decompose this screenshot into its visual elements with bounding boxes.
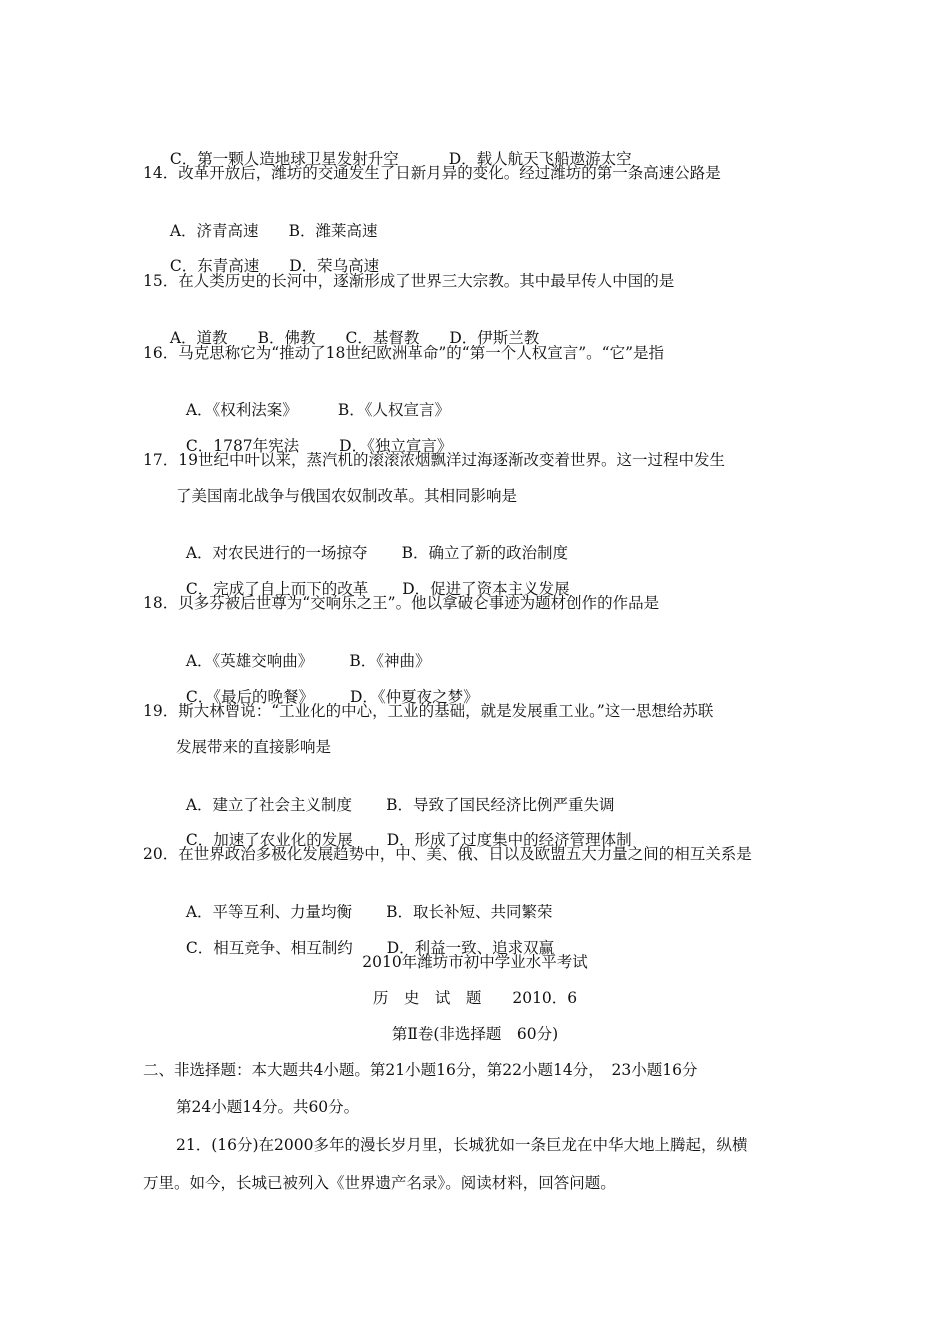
q15-option-b: B．佛教	[257, 329, 316, 347]
q14-option-a: A．济青高速	[169, 222, 259, 240]
q20-option-a: A．平等互利、力量均衡	[185, 903, 353, 921]
q17-stem-line-2: 了美国南北战争与俄国农奴制改革。其相同影响是	[176, 487, 518, 505]
part2-intro-line-1: 二、非选择题：本大题共4小题。第21小题16分，第22小题14分， 23小题16分	[143, 1061, 698, 1079]
q19-stem-line-2: 发展带来的直接影响是	[176, 738, 332, 756]
q17-option-d: D．促进了资本主义发展	[402, 580, 570, 598]
q16-option-d: D．《独立宣言》	[339, 437, 453, 455]
q19-option-a: A．建立了社会主义制度	[185, 796, 353, 814]
q18-option-a: A．《英雄交响曲》	[185, 652, 314, 670]
q18-option-b: B．《神曲》	[349, 652, 431, 670]
part2-intro-line-2: 第24小题14分。共60分。	[176, 1098, 360, 1116]
q19-option-b: B．导致了国民经济比例严重失调	[386, 796, 615, 814]
q17-option-c: C．完成了自上而下的改革	[185, 580, 369, 598]
q15-stem: 15．在人类历史的长河中，逐渐形成了世界三大宗教。其中最早传人中国的是	[143, 272, 675, 290]
q13-option-d: D．载人航天飞船遨游太空	[448, 150, 632, 168]
subject-line: 历 史 试 题 2010．6	[372, 989, 578, 1007]
q14-stem: 14．改革开放后，潍坊的交通发生了日新月异的变化。经过潍坊的第一条高速公路是	[143, 164, 721, 182]
q19-option-d: D．形成了过度集中的经济管理体制	[386, 831, 632, 849]
q20-option-c: C．相互竞争、相互制约	[185, 939, 353, 957]
q16-option-a: A．《权利法案》	[185, 401, 298, 419]
q20-stem: 20．在世界政治多极化发展趋势中，中、美、俄、日以及欧盟五大力量之间的相互关系是	[143, 845, 752, 863]
q17-stem-line-1: 17．19世纪中叶以来，蒸汽机的滚滚浓烟飘洋过海逐渐改变着世界。这一过程中发生	[143, 451, 725, 469]
q18-stem: 18．贝多芬被后世尊为“交响乐之王”。他以拿破仑事迹为题材创作的作品是	[143, 594, 660, 612]
q19-stem-line-1: 19．斯大林曾说：“工业化的中心，工业的基础，就是发展重工业。”这一思想给苏联	[143, 702, 714, 720]
q17-option-b: B．确立了新的政治制度	[401, 544, 568, 562]
q21-stem-line-1: 21．(16分)在2000多年的漫长岁月里，长城犹如一条巨龙在中华大地上腾起，纵横	[176, 1136, 748, 1154]
q18-option-c: C．《最后的晚餐》	[185, 688, 314, 706]
section-title: 第Ⅱ卷(非选择题 60分)	[391, 1025, 559, 1043]
q14-option-d: D．荣乌高速	[289, 257, 380, 275]
q20-option-d: D．利益一致、追求双赢	[386, 939, 555, 957]
exam-title: 2010年潍坊市初中学业水平考试	[362, 953, 588, 971]
q17-option-a: A．对农民进行的一场掠夺	[185, 544, 368, 562]
q15-option-d: D．伊斯兰教	[449, 329, 540, 347]
q13-option-c: C．第一颗人造地球卫星发射升空	[169, 150, 399, 168]
q15-option-c: C．基督教	[345, 329, 420, 347]
q16-option-b: B．《人权宣言》	[337, 401, 450, 419]
q14-option-c: C．东青高速	[169, 257, 260, 275]
q14-option-b: B．潍莱高速	[288, 222, 378, 240]
q20-option-b: B．取长补短、共同繁荣	[386, 903, 553, 921]
q19-option-c: C．加速了农业化的发展	[185, 831, 353, 849]
q18-option-d: D．《仲夏夜之梦》	[349, 688, 479, 706]
q16-option-c: C．1787年宪法	[185, 437, 300, 455]
q21-stem-line-2: 万里。如今，长城已被列入《世界遗产名录》。阅读材料，回答问题。	[143, 1174, 616, 1192]
q16-stem: 16．马克思称它为“推动了18世纪欧洲革命”的“第一个人权宣言”。“它”是指	[143, 344, 664, 362]
q15-option-a: A．道教	[169, 329, 228, 347]
